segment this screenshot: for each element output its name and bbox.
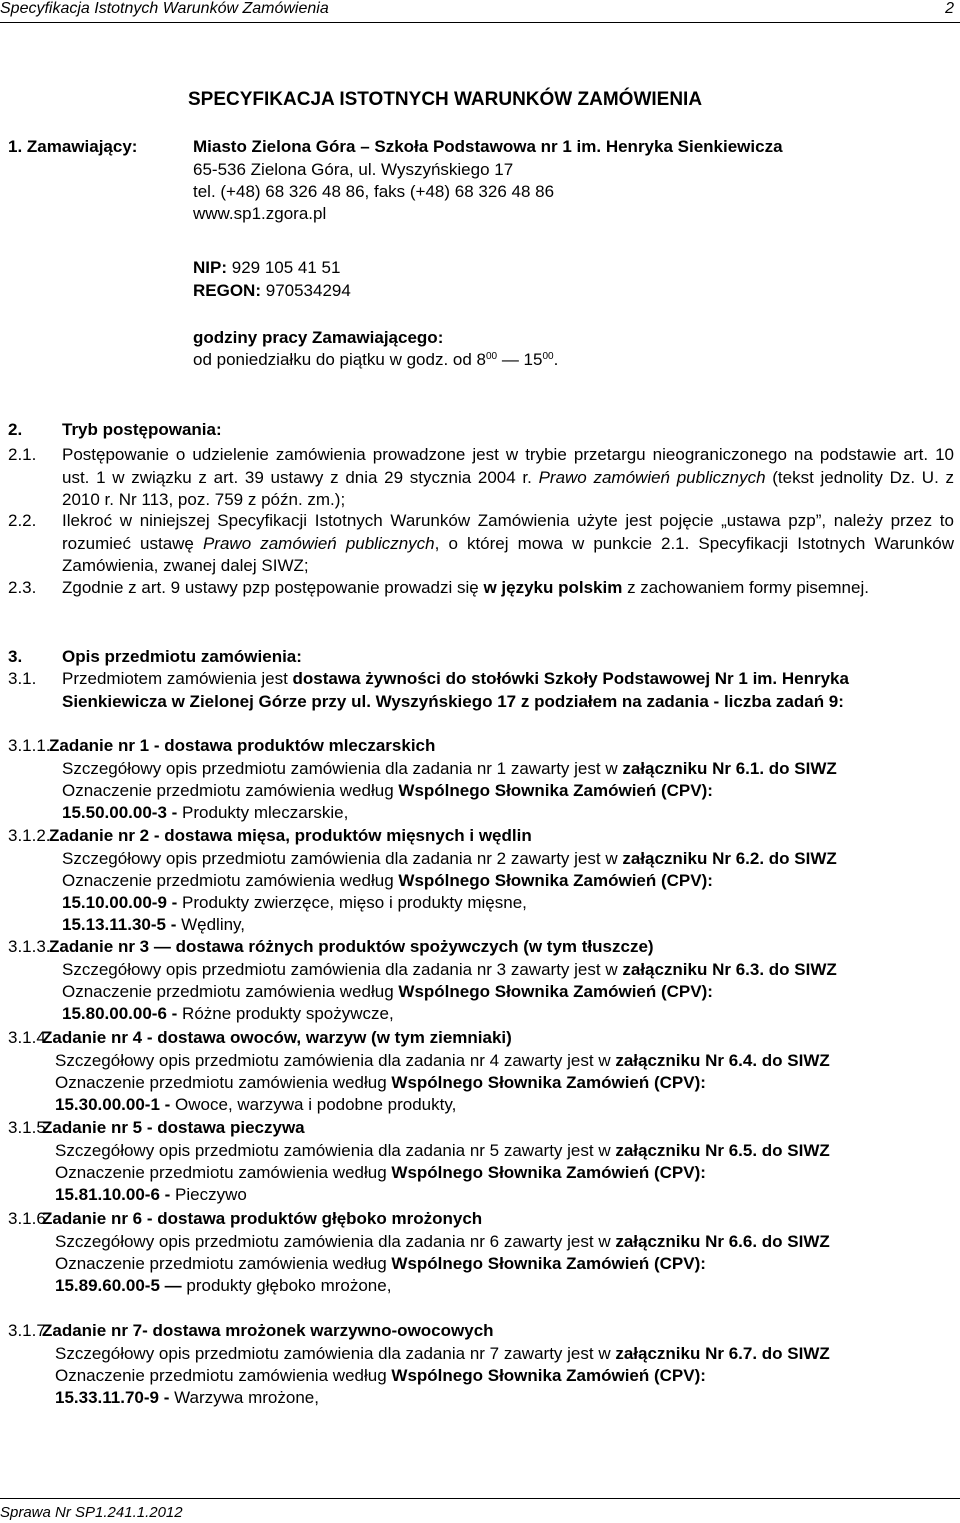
cpv-code: 15.30.00.00-1 - — [55, 1095, 171, 1114]
p-2-3-number: 2.3. — [8, 578, 37, 597]
cpv-code: 15.81.10.00-6 - — [55, 1185, 171, 1204]
working-hours-label: godziny pracy Zamawiającego: — [193, 328, 444, 347]
task-cpv-label: Wspólnego Słownika Zamówień (CPV): — [398, 982, 713, 1001]
cpv-code-description: Różne produkty spożywcze, — [177, 1004, 394, 1023]
working-hours — [193, 349, 558, 371]
cpv-code-description: Wędliny, — [176, 915, 246, 934]
task-number: 3.1.7. — [8, 1321, 51, 1340]
p-3-1-text — [62, 668, 922, 713]
task-cpv-label: Wspólnego Słownika Zamówień (CPV): — [391, 1366, 706, 1385]
cpv-code-row — [62, 914, 245, 936]
section-2-heading: Tryb postępowania: — [62, 420, 222, 439]
task-cpv-label: Wspólnego Słownika Zamówień (CPV): — [391, 1254, 706, 1273]
task-number: 3.1.6. — [8, 1209, 51, 1228]
p-2-2-italic: Prawo zamówień publicznych — [202, 533, 435, 553]
cpv-code: 15.50.00.00-3 - — [62, 803, 178, 822]
p-2-3-text — [62, 577, 954, 600]
task-description — [55, 1140, 830, 1162]
p-2-3-c: z zachowaniem formy pisemnej. — [622, 578, 869, 597]
p-2-2-number: 2.2. — [8, 511, 37, 530]
contracting-authority-name: Miasto Zielona Góra – Szkoła Podstawowa nr 1 im. Henryka Sienkiewicza — [193, 137, 783, 156]
footer-divider — [0, 1498, 960, 1499]
task-cpv-text: Oznaczenie przedmiotu zamówienia według — [55, 1163, 392, 1182]
cpv-code: 15.80.00.00-6 - — [62, 1004, 178, 1023]
task-attachment-ref: załączniku Nr 6.7. do SIWZ — [615, 1344, 830, 1363]
task-number: 3.1.4. — [8, 1028, 51, 1047]
hours-text-a: od poniedziałku do piątku w godz. od 8 — [193, 350, 486, 369]
p-2-2-a: Ilekroć w niniejszej Specyfikacji Istotnych Warunków Zamówienia użyte jest pojęcie „ustawa pzp”, należy przez to rozumieć ustawę — [62, 511, 954, 553]
task-title: Zadanie nr 6 - dostawa produktów głęboko mrożonych — [42, 1209, 483, 1228]
task-cpv-label: Wspólnego Słownika Zamówień (CPV): — [391, 1073, 706, 1092]
p-2-1-number: 2.1. — [8, 445, 37, 464]
p-2-1-c: (tekst jednolity Dz. U. z 2010 r. Nr 113, poz. 759 z późn. zm.); — [62, 467, 955, 509]
p-2-3-bold: w języku polskim — [483, 578, 623, 597]
p-3-1-a: Przedmiotem zamówienia jest — [62, 669, 293, 688]
task-description — [62, 758, 837, 780]
cpv-code-description: Warzywa mrożone, — [169, 1388, 319, 1407]
task-description — [62, 848, 837, 870]
task-title: Zadanie nr 2 - dostawa mięsa, produktów mięsnych i wędlin — [49, 826, 532, 845]
task-cpv-line — [62, 780, 713, 802]
task-cpv-label: Wspólnego Słownika Zamówień (CPV): — [398, 781, 713, 800]
section-3-number: 3. — [8, 647, 23, 666]
task-number: 3.1.5. — [8, 1118, 51, 1137]
p-2-1-a: Postępowanie o udzielenie zamówienia prowadzone jest w trybie przetargu nieograniczonego na podstawie art. 10 ust. 1 w związku z art. 39 ustawy z dnia 29 stycznia 2004 r. — [62, 445, 954, 487]
hours-sup-2: 00 — [542, 351, 554, 362]
task-cpv-label: Wspólnego Słownika Zamówień (CPV): — [391, 1163, 706, 1182]
task-title: Zadanie nr 1 - dostawa produktów mleczarskich — [49, 736, 436, 755]
task-attachment-ref: załączniku Nr 6.1. do SIWZ — [622, 759, 837, 778]
page-header — [0, 0, 960, 24]
page-number: 2 — [945, 0, 954, 17]
task-cpv-text: Oznaczenie przedmiotu zamówienia według — [62, 781, 399, 800]
header-title: Specyfikacja Istotnych Warunków Zamówienia — [0, 0, 329, 17]
header-divider — [0, 22, 960, 23]
p-2-3-a: Zgodnie z art. 9 ustawy pzp postępowanie prowadzi się — [62, 578, 484, 597]
cpv-code: 15.13.11.30-5 - — [62, 915, 177, 934]
cpv-code: 15.10.00.00-9 - — [62, 893, 178, 912]
task-title: Zadanie nr 3 — dostawa różnych produktów spożywczych (w tym tłuszcze) — [49, 937, 654, 956]
task-number: 3.1.1. — [8, 736, 51, 755]
task-description-text: Szczegółowy opis przedmiotu zamówienia dla zadania nr 6 zawarty jest w — [55, 1232, 616, 1251]
task-cpv-line — [55, 1365, 706, 1387]
cpv-code-row — [55, 1275, 391, 1297]
cpv-code: 15.89.60.00-5 — — [55, 1276, 182, 1295]
task-title: Zadanie nr 5 - dostawa pieczywa — [42, 1118, 305, 1137]
task-cpv-line — [55, 1162, 706, 1184]
regon-line — [193, 280, 351, 302]
cpv-code-description: produkty głęboko mrożone, — [181, 1276, 392, 1295]
section-1-label: 1. Zamawiający: — [8, 137, 138, 156]
task-description — [55, 1231, 830, 1253]
task-cpv-text: Oznaczenie przedmiotu zamówienia według — [55, 1073, 392, 1092]
address: 65-536 Zielona Góra, ul. Wyszyńskiego 17 — [193, 160, 514, 179]
section-2-number: 2. — [8, 420, 23, 439]
regon-label: REGON: — [193, 281, 261, 300]
p-2-1-italic: Prawo zamówień publicznych — [538, 467, 766, 487]
hours-text-b: — 15 — [497, 350, 543, 369]
footer-case-number: Sprawa Nr SP1.241.1.2012 — [0, 1504, 183, 1521]
task-cpv-line — [62, 981, 713, 1003]
cpv-code-description: Produkty zwierzęce, mięso i produkty mięsne, — [177, 893, 527, 912]
nip-value: 929 105 41 51 — [231, 258, 341, 277]
task-cpv-line — [55, 1253, 706, 1275]
task-attachment-ref: załączniku Nr 6.4. do SIWZ — [615, 1051, 830, 1070]
task-cpv-text: Oznaczenie przedmiotu zamówienia według — [55, 1254, 392, 1273]
task-cpv-line — [62, 870, 713, 892]
task-description-text: Szczegółowy opis przedmiotu zamówienia dla zadania nr 5 zawarty jest w — [55, 1141, 616, 1160]
hours-sup-1: 00 — [485, 351, 498, 362]
task-description-text: Szczegółowy opis przedmiotu zamówienia dla zadania nr 3 zawarty jest w — [62, 960, 623, 979]
cpv-code: 15.33.11.70-9 - — [55, 1388, 170, 1407]
phone-fax: tel. (+48) 68 326 48 86, faks (+48) 68 326 48 86 — [193, 182, 555, 201]
p-3-1-number: 3.1. — [8, 669, 37, 688]
cpv-code-description: Produkty mleczarskie, — [177, 803, 349, 822]
task-cpv-label: Wspólnego Słownika Zamówień (CPV): — [398, 871, 713, 890]
document-title: SPECYFIKACJA ISTOTNYCH WARUNKÓW ZAMÓWIENIA — [188, 89, 703, 110]
task-description — [62, 959, 837, 981]
task-description — [55, 1343, 830, 1365]
cpv-code-description: Owoce, warzywa i podobne produkty, — [170, 1095, 457, 1114]
task-cpv-line — [55, 1072, 706, 1094]
task-number: 3.1.3. — [8, 937, 51, 956]
hours-text-c: . — [553, 350, 559, 369]
task-description-text: Szczegółowy opis przedmiotu zamówienia dla zadania nr 2 zawarty jest w — [62, 849, 623, 868]
task-description-text: Szczegółowy opis przedmiotu zamówienia dla zadania nr 4 zawarty jest w — [55, 1051, 616, 1070]
cpv-code-row — [55, 1094, 456, 1116]
nip-label: NIP: — [193, 258, 227, 277]
task-description — [55, 1050, 830, 1072]
task-cpv-text: Oznaczenie przedmiotu zamówienia według — [62, 871, 399, 890]
cpv-code-row — [62, 1003, 394, 1025]
task-description-text: Szczegółowy opis przedmiotu zamówienia dla zadania nr 1 zawarty jest w — [62, 759, 623, 778]
cpv-code-row — [62, 892, 527, 914]
cpv-code-description: Pieczywo — [170, 1185, 247, 1204]
task-cpv-text: Oznaczenie przedmiotu zamówienia według — [62, 982, 399, 1001]
cpv-code-row — [55, 1184, 247, 1206]
p-3-1-bold: dostawa żywności do stołówki Szkoły Podstawowej Nr 1 im. Henryka Sienkiewicza w Zielonej Górze przy ul. Wyszyńskiego 17 z podziałem na zadania - liczba zadań 9: — [62, 669, 849, 711]
task-title: Zadanie nr 7- dostawa mrożonek warzywno-owocowych — [42, 1321, 494, 1340]
p-2-2-text — [62, 510, 954, 578]
task-number: 3.1.2. — [8, 826, 51, 845]
task-title: Zadanie nr 4 - dostawa owoców, warzyw (w tym ziemniaki) — [42, 1028, 512, 1047]
regon-value: 970534294 — [265, 281, 351, 300]
task-attachment-ref: załączniku Nr 6.3. do SIWZ — [622, 960, 837, 979]
task-attachment-ref: załączniku Nr 6.6. do SIWZ — [615, 1232, 830, 1251]
task-attachment-ref: załączniku Nr 6.2. do SIWZ — [622, 849, 837, 868]
task-cpv-text: Oznaczenie przedmiotu zamówienia według — [55, 1366, 392, 1385]
website-link[interactable]: www.sp1.zgora.pl — [193, 204, 327, 223]
nip-line — [193, 257, 340, 279]
p-2-1-text — [62, 444, 954, 512]
p-2-2-c: , o której mowa w punkcie 2.1. Specyfikacji Istotnych Warunków Zamówienia, zwanej dalej SIWZ; — [62, 533, 955, 575]
task-attachment-ref: załączniku Nr 6.5. do SIWZ — [615, 1141, 830, 1160]
cpv-code-row — [62, 802, 348, 824]
task-description-text: Szczegółowy opis przedmiotu zamówienia dla zadania nr 7 zawarty jest w — [55, 1344, 616, 1363]
section-3-heading: Opis przedmiotu zamówienia: — [62, 647, 302, 666]
cpv-code-row — [55, 1387, 319, 1409]
